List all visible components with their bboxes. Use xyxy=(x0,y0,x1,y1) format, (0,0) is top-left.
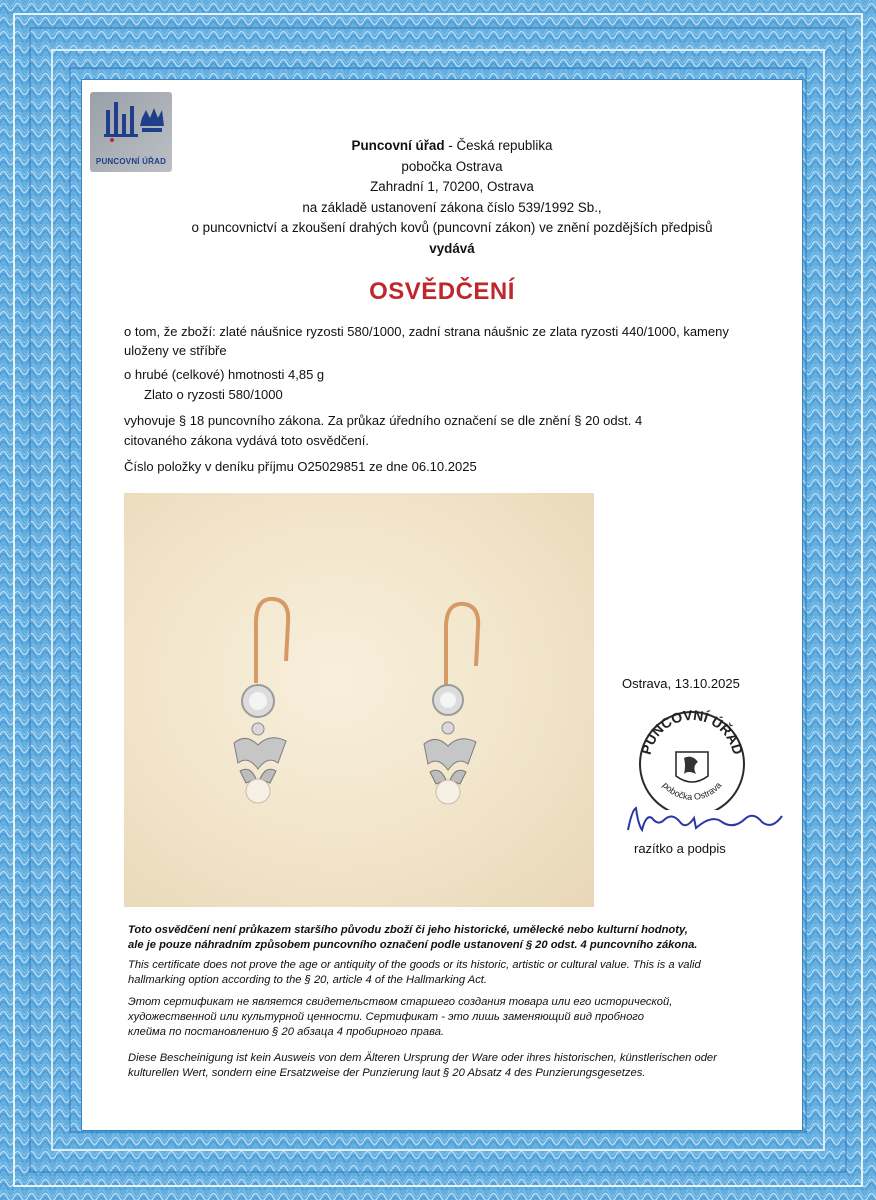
certificate-title: OSVĚDČENÍ xyxy=(369,278,515,305)
office-address: Zahradní 1, 70200, Ostrava xyxy=(370,179,534,194)
place-and-date: Ostrava, 13.10.2025 xyxy=(622,676,740,691)
handwritten-signature xyxy=(622,800,792,840)
official-stamp xyxy=(622,700,762,810)
stamp-and-signature-label: razítko a podpis xyxy=(634,841,726,856)
law-reference-line2: o puncovnictví a zkoušení drahých kovů (puncovní zákon) ve znění pozdějších předpisů xyxy=(191,220,713,235)
notice-cz-line1: Toto osvědčení není průkazem staršího původu zboží či jeho historické, umělecké nebo kulturní hodnoty, xyxy=(128,924,688,936)
issues-label: vydává xyxy=(429,240,475,256)
stamp-top-text: PUNCOVNÍ ÚŘAD xyxy=(637,706,747,757)
earring-left-icon xyxy=(216,583,316,813)
castle-crown-icon xyxy=(96,96,166,146)
goods-description-line2: uloženy ve stříbře xyxy=(124,343,227,358)
gold-fineness: Zlato o ryzosti 580/1000 xyxy=(144,387,283,402)
compliance-line2: citovaného zákona vydává toto osvědčení. xyxy=(124,433,369,448)
notice-de-line2: kulturellen Wert, sondern eine Ersatzweise der Punzierung laut § 20 Absatz 4 des Punzierungsgesetzes. xyxy=(128,1067,646,1079)
goods-description-line1: o tom, že zboží: zlaté náušnice ryzosti 580/1000, zadní strana náušnic ze zlata ryzosti 440/1000, kameny xyxy=(124,324,729,339)
notice-ru-line3: клейма по постановлению § 20 абзаца 4 пробирного права. xyxy=(128,1026,445,1038)
notice-en-line2: hallmarking option according to the § 20, article 4 of the Hallmarking Act. xyxy=(128,974,488,986)
certificate-page xyxy=(82,80,802,1130)
stamp-bottom-text: pobočka Ostrava xyxy=(660,780,724,802)
svg-text:pobočka Ostrava xyxy=(661,780,724,802)
notice-ru-line2: художественной или культурной ценности. Сертификат - это лишь заменяющий вид пробного xyxy=(128,1011,644,1023)
office-country: - Česká republika xyxy=(444,138,553,153)
earring-right-icon xyxy=(406,588,506,818)
puncovni-urad-logo xyxy=(90,92,172,172)
product-photo xyxy=(124,493,594,907)
gross-weight: o hrubé (celkové) hmotnosti 4,85 g xyxy=(124,367,325,382)
logo-caption: PUNCOVNÍ ÚŘAD xyxy=(95,157,167,166)
compliance-line1: vyhovuje § 18 puncovního zákona. Za průkaz úředního označení se dle znění § 20 odst. 4 xyxy=(124,413,643,428)
issuer-header xyxy=(182,136,722,259)
branch-name: pobočka Ostrava xyxy=(401,158,503,174)
item-number: Číslo položky v deníku příjmu O25029851 ze dne 06.10.2025 xyxy=(124,459,477,474)
svg-text:PUNCOVNÍ ÚŘAD xyxy=(638,707,747,756)
notice-en-line1: This certificate does not prove the age or antiquity of the goods or its historic, artistic or cultural value. This is a valid xyxy=(128,959,701,971)
office-name: Puncovní úřad xyxy=(351,138,445,153)
notice-de-line1: Diese Bescheinigung ist kein Ausweis von dem Älteren Ursprung der Ware oder ihres historischen, künstlerischen oder xyxy=(128,1052,717,1064)
law-reference-line1: na základě ustanovení zákona číslo 539/1992 Sb., xyxy=(302,199,602,215)
notice-ru-line1: Этот сертификат не является свидетельством старшего создания товара или его исторической, xyxy=(128,996,673,1008)
notice-cz-line2: ale je pouze náhradním způsobem puncovního označení podle ustanovení § 20 odst. 4 puncovního zákona. xyxy=(128,939,698,951)
